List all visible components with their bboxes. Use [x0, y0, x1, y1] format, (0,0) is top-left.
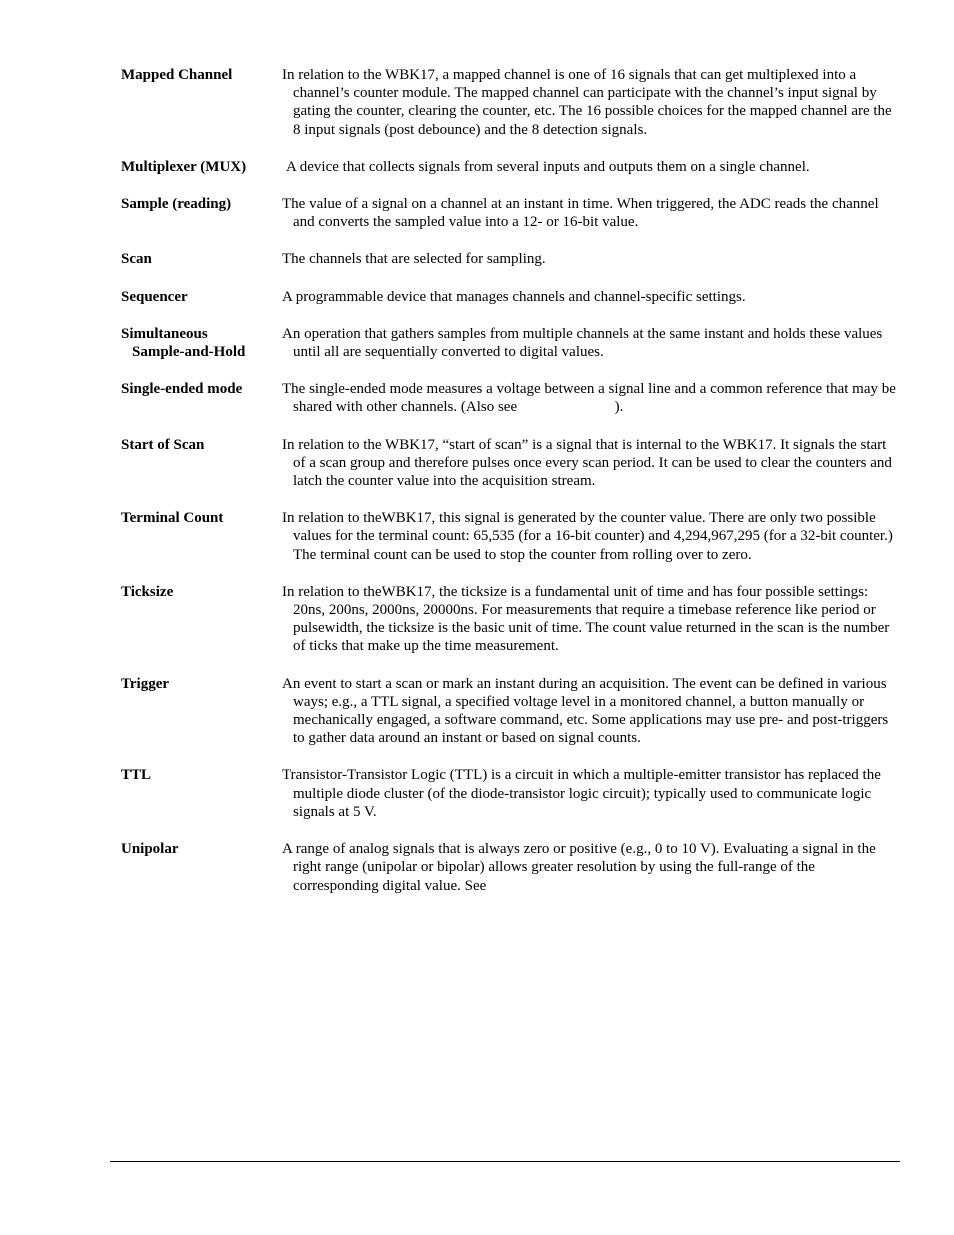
glossary-term: Multiplexer (MUX)	[121, 158, 247, 175]
glossary-entry-simultaneous-sample-and-hold	[121, 325, 896, 361]
glossary-definition: In relation to theWBK17, this signal is generated by the counter value. There are only two possible values for the terminal count: 65,535 (for a 16-bit counter) and 4,294,967,295 (for a 32-bit counter.) The terminal count can be used to stop the counter from rolling over to zero.	[282, 510, 893, 563]
glossary-term: Trigger	[121, 675, 170, 692]
glossary-term: Mapped Channel	[121, 67, 233, 83]
glossary-term: Single-ended mode	[121, 381, 243, 398]
glossary-entry-ttl	[121, 766, 896, 821]
glossary-definition: An event to start a scan or mark an instant during an acquisition. The event can be defined in various ways; e.g., a TTL signal, a specified voltage level in a monitored channel, a button manually or mechanically engaged, a software command, etc. Some applications may use pre- and post-triggers to gather data around an instant or based on signal counts.	[282, 675, 889, 747]
glossary-definition: In relation to the WBK17, a mapped channel is one of 16 signals that can get multiplexed into a channel’s counter module. The mapped channel can participate with the channel’s input signal by gating the counter, clearing the counter, etc. The 16 possible choices for the mapped channel are the 8 input signals (post debounce) and the 8 detection signals.	[282, 67, 892, 138]
glossary-list	[121, 66, 900, 895]
glossary-definition: In relation to the WBK17, “start of scan” is a signal that is internal to the WBK17. It signals the start of a scan group and therefore pulses once every scan period. It can be used to clear the counters and latch the counter value into the acquisition stream.	[282, 436, 892, 490]
footer-rule	[110, 1161, 900, 1162]
glossary-entry-sample	[121, 195, 896, 231]
glossary-definition: A device that collects signals from several inputs and outputs them on a single channel.	[286, 158, 810, 175]
glossary-definition: A range of analog signals that is always zero or positive (e.g., 0 to 10 V). Evaluating a signal in the right range (unipolar or bipolar) allows greater resolution by using the full-range of the corresponding digital value. See	[282, 841, 876, 894]
glossary-entry-scan	[121, 250, 896, 268]
glossary-term: Terminal Count	[121, 510, 224, 527]
glossary-definition: An operation that gathers samples from multiple channels at the same instant and holds these values until all are sequentially converted to digital values.	[282, 325, 883, 361]
glossary-entry-terminal-count	[121, 509, 896, 564]
glossary-definition: A programmable device that manages channels and channel-specific settings.	[282, 288, 746, 305]
glossary-term-line2: Sample-and-Hold	[132, 344, 246, 361]
glossary-term-line1: Simultaneous	[121, 325, 208, 342]
glossary-definition: Transistor-Transistor Logic (TTL) is a circuit in which a multiple-emitter transistor has replaced the multiple diode cluster (of the diode-transistor logic circuit); typically used to communicate logic signals at 5 V.	[282, 767, 881, 820]
glossary-term: Ticksize	[121, 583, 174, 600]
glossary-entry-ticksize	[121, 583, 896, 656]
glossary-term	[121, 325, 282, 361]
glossary-definition: The channels that are selected for sampling.	[282, 251, 546, 268]
glossary-term: Scan	[121, 251, 152, 268]
glossary-term: TTL	[121, 767, 152, 784]
glossary-entry-start-of-scan	[121, 436, 896, 491]
glossary-term: Sequencer	[121, 288, 188, 305]
glossary-entry-sequencer	[121, 288, 896, 306]
glossary-term: Start of Scan	[121, 436, 205, 453]
glossary-entry-unipolar	[121, 840, 896, 895]
glossary-entry-trigger	[121, 675, 896, 748]
glossary-entry-mapped-channel	[121, 66, 896, 139]
glossary-entry-multiplexer	[121, 158, 896, 176]
glossary-definition: In relation to theWBK17, the ticksize is a fundamental unit of time and has four possible settings: 20ns, 200ns, 2000ns, 20000ns. For measurements that require a timebase reference like period or pulsewidth, the ticksize is the basic unit of time. The count value returned in the scan is the number of ticks that make up the time measurement.	[282, 583, 890, 655]
glossary-definition: The value of a signal on a channel at an instant in time. When triggered, the ADC reads the channel and converts the sampled value into a 12- or 16-bit value.	[282, 196, 879, 231]
glossary-definition: The single-ended mode measures a voltage between a signal line and a common reference that may be shared with other channels. (Also see ).	[282, 381, 900, 416]
glossary-entry-single-ended-mode	[121, 380, 900, 416]
glossary-term: Unipolar	[121, 841, 179, 858]
glossary-term: Sample (reading)	[121, 196, 232, 213]
